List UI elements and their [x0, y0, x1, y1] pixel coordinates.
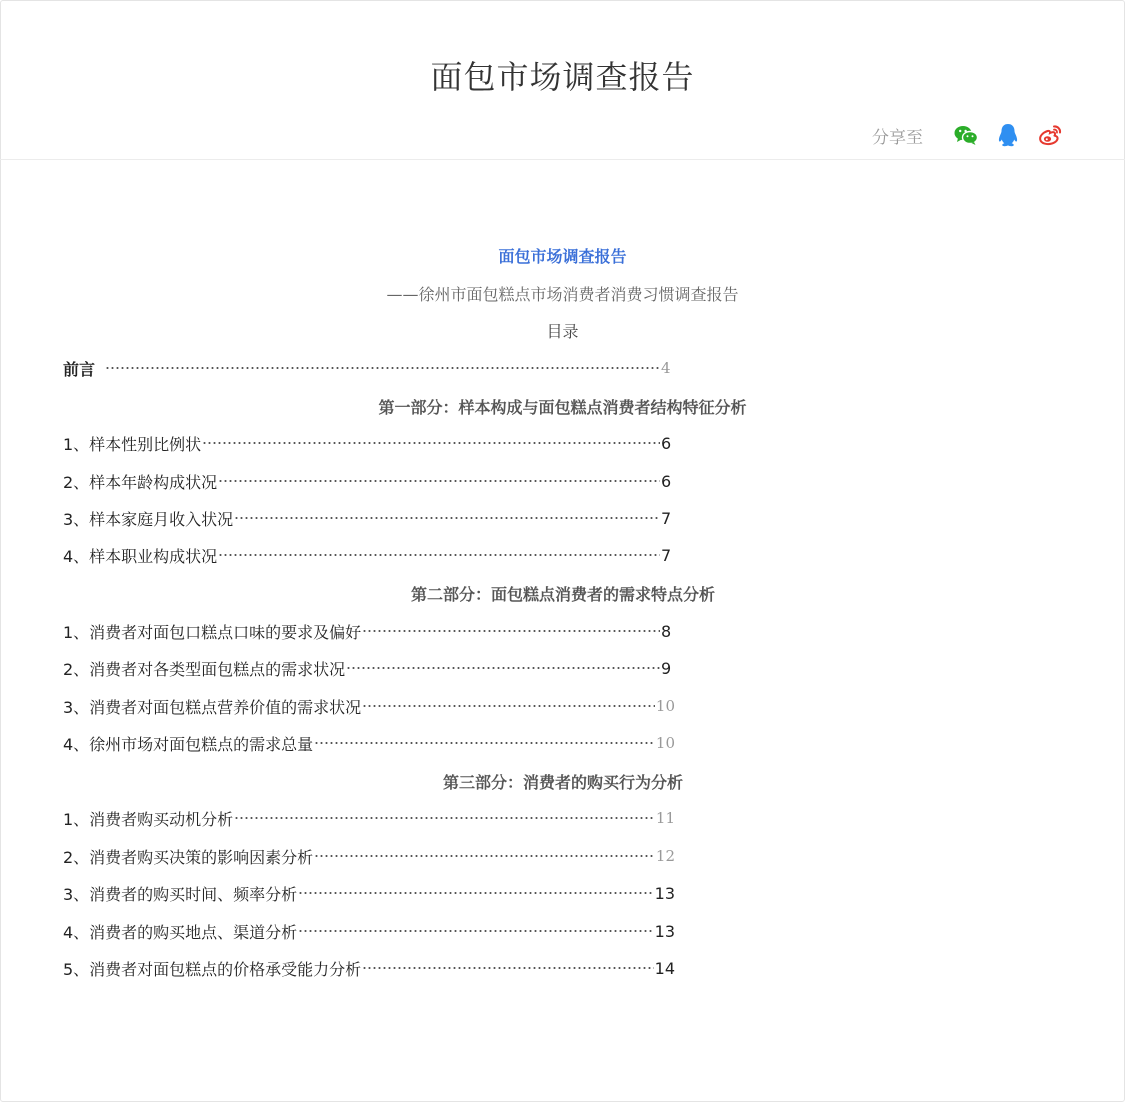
weibo-icon[interactable] — [1037, 122, 1063, 148]
toc-item[interactable] — [63, 806, 675, 830]
toc-item[interactable] — [63, 656, 675, 680]
toc-item-page: 13 — [654, 921, 675, 941]
leader-dots — [362, 626, 660, 636]
toc-item-label: 2、样本年龄构成状况 — [63, 472, 218, 492]
toc-item-label: 4、徐州市场对面包糕点的需求总量 — [63, 734, 314, 754]
leader-dots — [298, 888, 653, 898]
toc-item-page: 10 — [655, 697, 675, 715]
page-title: 面包市场调查报告 — [430, 58, 695, 96]
toc-item[interactable] — [63, 619, 675, 643]
toc-item-page: 6 — [661, 433, 672, 453]
toc-item-page: 4 — [661, 359, 671, 377]
toc-item-label: 2、消费者对各类型面包糕点的需求状况 — [63, 659, 346, 679]
toc-item-page: 8 — [661, 621, 672, 641]
part-heading: 第三部分：消费者的购买行为分析 — [442, 773, 683, 792]
document-title: 面包市场调查报告 — [498, 247, 627, 266]
toc-item[interactable] — [63, 956, 675, 980]
toc-item-label: 前言 — [63, 359, 96, 379]
leader-dots — [234, 513, 660, 523]
leader-dots — [234, 813, 655, 823]
leader-dots — [298, 926, 653, 936]
leader-dots — [362, 963, 653, 973]
toc-item[interactable] — [63, 731, 675, 755]
document-subtitle: ——徐州市面包糕点市场消费者消费习惯调查报告 — [386, 285, 739, 304]
wechat-icon[interactable] — [953, 122, 979, 148]
toc-item-label: 2、消费者购买决策的影响因素分析 — [63, 847, 314, 867]
toc-item[interactable] — [63, 431, 675, 455]
toc-item[interactable] — [63, 543, 675, 567]
leader-dots — [314, 738, 655, 748]
part-heading: 第二部分：面包糕点消费者的需求特点分析 — [410, 585, 715, 604]
toc-item-page: 9 — [661, 658, 672, 678]
toc-item[interactable] — [63, 506, 675, 530]
toc-item-page: 12 — [655, 847, 675, 865]
toc-item-label: 4、样本职业构成状况 — [63, 546, 218, 566]
part-heading: 第一部分：样本构成与面包糕点消费者结构特征分析 — [378, 398, 747, 417]
leader-dots — [105, 363, 660, 373]
toc-item[interactable] — [63, 694, 675, 718]
toc-item-label: 5、消费者对面包糕点的价格承受能力分析 — [63, 959, 362, 979]
toc-heading: 目录 — [546, 322, 579, 341]
toc-item-page: 11 — [655, 809, 675, 827]
toc-item[interactable] — [63, 844, 675, 868]
leader-dots — [218, 550, 660, 560]
qq-icon[interactable] — [995, 122, 1021, 148]
toc-item-label: 1、样本性别比例状 — [63, 434, 202, 454]
toc-item-label: 3、样本家庭月收入状况 — [63, 509, 234, 529]
leader-dots — [314, 851, 655, 861]
leader-dots — [346, 663, 660, 673]
share-bar — [872, 121, 1063, 149]
toc-item-page: 7 — [661, 545, 672, 565]
toc-item-label: 4、消费者的购买地点、渠道分析 — [63, 922, 298, 942]
share-label: 分享至 — [872, 127, 923, 148]
leader-dots — [362, 701, 655, 711]
toc-item-page: 7 — [661, 508, 672, 528]
toc-item[interactable] — [63, 469, 675, 493]
page-header — [0, 0, 1125, 160]
toc-item[interactable] — [63, 919, 675, 943]
toc-item-preface[interactable] — [63, 356, 675, 380]
toc-item-page: 10 — [655, 734, 675, 752]
toc-item-label: 1、消费者对面包口糕点口味的要求及偏好 — [63, 622, 362, 642]
leader-dots — [218, 476, 660, 486]
toc-item[interactable] — [63, 881, 675, 905]
toc-item-page: 14 — [654, 958, 675, 978]
leader-dots — [202, 438, 660, 448]
toc-item-page: 13 — [654, 883, 675, 903]
toc-item-label: 3、消费者的购买时间、频率分析 — [63, 884, 298, 904]
toc-item-label: 1、消费者购买动机分析 — [63, 809, 234, 829]
toc-item-page: 6 — [661, 471, 672, 491]
toc-item-label: 3、消费者对面包糕点营养价值的需求状况 — [63, 697, 362, 717]
